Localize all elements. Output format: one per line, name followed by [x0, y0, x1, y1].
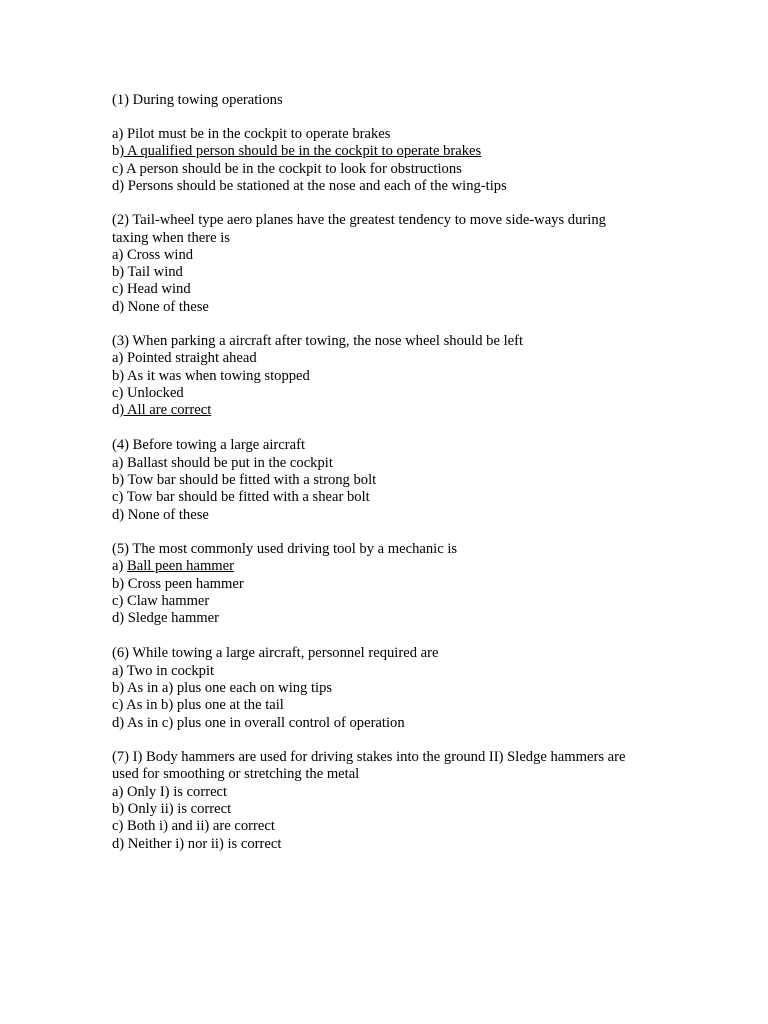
- question-2-option-a: a) Cross wind: [112, 247, 194, 263]
- question-4-option-b: b) Tow bar should be fitted with a strong bolt: [112, 472, 377, 488]
- question-4-option-a: a) Ballast should be put in the cockpit: [112, 455, 333, 471]
- question-2-stem-line-1: (2) Tail-wheel type aero planes have the greatest tendency to move side-ways during: [112, 212, 606, 228]
- question-3-correct-answer: ) All are correct: [119, 402, 212, 418]
- question-3-option-d: [112, 402, 211, 419]
- question-3-option-d-prefix: d: [112, 402, 120, 418]
- question-1-option-d: d) Persons should be stationed at the nose and each of the wing-tips: [112, 178, 507, 194]
- question-7-option-d: d) Neither i) nor ii) is correct: [112, 836, 282, 852]
- question-2-option-d: d) None of these: [112, 299, 209, 315]
- question-2-option-b: b) Tail wind: [112, 264, 183, 280]
- question-1-option-a: a) Pilot must be in the cockpit to operate brakes: [112, 126, 391, 142]
- question-7-option-a: a) Only I) is correct: [112, 784, 228, 800]
- question-4-option-d: d) None of these: [112, 507, 209, 523]
- question-7-option-c: c) Both i) and ii) are correct: [112, 818, 275, 834]
- question-1-option-b: [112, 143, 481, 160]
- question-7-stem-line-1: (7) I) Body hammers are used for driving stakes into the ground II) Sledge hammers are: [112, 749, 626, 765]
- question-1-stem: (1) During towing operations: [112, 92, 283, 108]
- question-4-option-c: c) Tow bar should be fitted with a shear bolt: [112, 489, 370, 505]
- question-2-option-c: c) Head wind: [112, 281, 191, 297]
- question-5-correct-answer: Ball peen hammer: [127, 558, 234, 574]
- question-1-option-c: c) A person should be in the cockpit to look for obstructions: [112, 161, 462, 177]
- question-5-option-b: b) Cross peen hammer: [112, 576, 244, 592]
- question-6-option-d: d) As in c) plus one in overall control of operation: [112, 715, 405, 731]
- question-2-stem-line-2: taxing when there is: [112, 230, 230, 246]
- question-5-stem: (5) The most commonly used driving tool by a mechanic is: [112, 541, 458, 557]
- question-7-option-b: b) Only ii) is correct: [112, 801, 232, 817]
- question-7-stem-line-2: used for smoothing or stretching the metal: [112, 766, 360, 782]
- question-6-option-c: c) As in b) plus one at the tail: [112, 697, 284, 713]
- question-3-stem: (3) When parking a aircraft after towing, the nose wheel should be left: [112, 333, 524, 349]
- question-6-option-a: a) Two in cockpit: [112, 663, 215, 679]
- question-6-option-b: b) As in a) plus one each on wing tips: [112, 680, 333, 696]
- question-6-stem: (6) While towing a large aircraft, personnel required are: [112, 645, 439, 661]
- question-3-option-b: b) As it was when towing stopped: [112, 368, 310, 384]
- question-5-option-d: d) Sledge hammer: [112, 610, 219, 626]
- question-1-correct-answer: ) A qualified person should be in the cockpit to operate brakes: [119, 143, 482, 159]
- question-1-option-b-prefix: b: [112, 143, 120, 159]
- question-5-option-a: [112, 558, 234, 575]
- question-3-option-c: c) Unlocked: [112, 385, 184, 401]
- question-3-option-a: a) Pointed straight ahead: [112, 350, 257, 366]
- question-4-stem: (4) Before towing a large aircraft: [112, 437, 306, 453]
- question-5-option-c: c) Claw hammer: [112, 593, 210, 609]
- question-5-option-a-prefix: a): [112, 558, 127, 574]
